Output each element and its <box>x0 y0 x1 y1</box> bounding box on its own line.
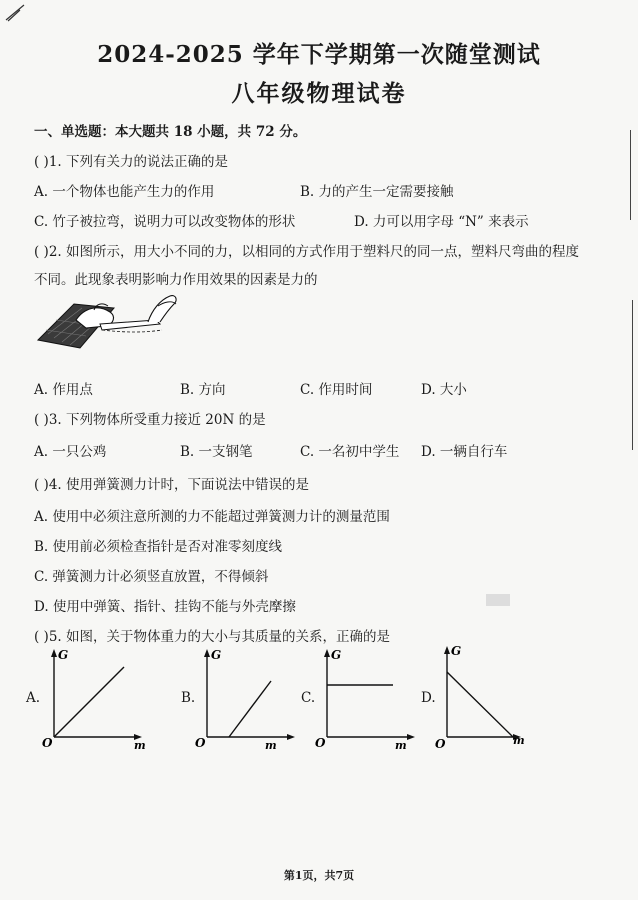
graph-c-x-label: m <box>395 739 407 750</box>
ruler-bending-figure <box>36 290 186 360</box>
graph-a-origin: O <box>42 736 53 750</box>
graph-b-x-label: m <box>265 739 277 750</box>
graph-c-origin: O <box>315 736 326 750</box>
exam-subtitle: 八年级物理试卷 <box>231 80 407 107</box>
graph-d <box>433 640 543 750</box>
q2-option-b: B. 方向 <box>180 382 226 398</box>
q3-option-a: A. 一只公鸡 <box>34 444 107 460</box>
graph-a-label: A. <box>26 690 41 706</box>
q1-option-d: D. 力可以用字母 “N” 来表示 <box>354 214 529 230</box>
scan-edge-mark <box>630 130 631 220</box>
pen-scratch-mark <box>2 2 32 24</box>
q2-option-c: C. 作用时间 <box>300 382 373 398</box>
q1-option-a: A. 一个物体也能产生力的作用 <box>34 184 215 200</box>
q4-option-c: C. 弹簧测力计必须竖直放置，不得倾斜 <box>34 569 269 585</box>
graph-d-label: D. <box>421 690 436 706</box>
question-1-stem: ( )1. 下列有关力的说法正确的是 <box>34 154 228 170</box>
graph-d-origin: O <box>435 737 446 750</box>
graph-b-label: B. <box>181 690 196 706</box>
graph-d-y-label: G <box>451 644 462 658</box>
page-number: 第1页，共7页 <box>283 869 355 882</box>
graph-c <box>313 645 423 750</box>
graph-b <box>193 645 303 750</box>
q2-option-a: A. 作用点 <box>34 382 93 398</box>
question-2-stem-line2: 不同。此现象表明影响力作用效果的因素是力的 <box>34 272 318 288</box>
smudge-mark <box>486 594 510 606</box>
q1-option-c: C. 竹子被拉弯，说明力可以改变物体的形状 <box>34 214 296 230</box>
q4-option-d: D. 使用中弹簧、指针、挂钩不能与外壳摩擦 <box>34 599 296 615</box>
graph-c-y-label: G <box>331 648 342 662</box>
graph-b-y-label: G <box>211 648 222 662</box>
question-4-stem: ( )4. 使用弹簧测力计时，下面说法中错误的是 <box>34 477 309 493</box>
section-heading: 一、单选题：本大题共 18 小题，共 72 分。 <box>34 124 307 140</box>
question-3-stem: ( )3. 下列物体所受重力接近 20N 的是 <box>34 412 266 428</box>
graph-b-origin: O <box>195 736 206 750</box>
question-2-stem-line1: ( )2. 如图所示，用大小不同的力，以相同的方式作用于塑料尺的同一点，塑料尺弯曲的程度 <box>34 244 579 260</box>
graph-a-y-label: G <box>58 648 69 662</box>
q3-option-c: C. 一名初中学生 <box>300 444 400 460</box>
q3-option-b: B. 一支钢笔 <box>180 444 253 460</box>
question-5-stem: ( )5. 如图，关于物体重力的大小与其质量的关系，正确的是 <box>34 629 390 645</box>
q4-option-b: B. 使用前必须检查指针是否对准零刻度线 <box>34 539 283 555</box>
q1-option-b: B. 力的产生一定需要接触 <box>300 184 454 200</box>
q3-option-d: D. 一辆自行车 <box>421 444 508 460</box>
graph-a <box>40 645 150 750</box>
graph-c-label: C. <box>301 690 316 706</box>
q4-option-a: A. 使用中必须注意所测的力不能超过弹簧测力计的测量范围 <box>34 509 390 525</box>
q2-option-d: D. 大小 <box>421 382 467 398</box>
graph-a-x-label: m <box>134 739 146 750</box>
graph-d-x-label: m <box>513 734 525 747</box>
exam-title: 2024-2025 学年下学期第一次随堂测试 <box>97 41 541 68</box>
scan-edge-mark <box>632 300 633 450</box>
